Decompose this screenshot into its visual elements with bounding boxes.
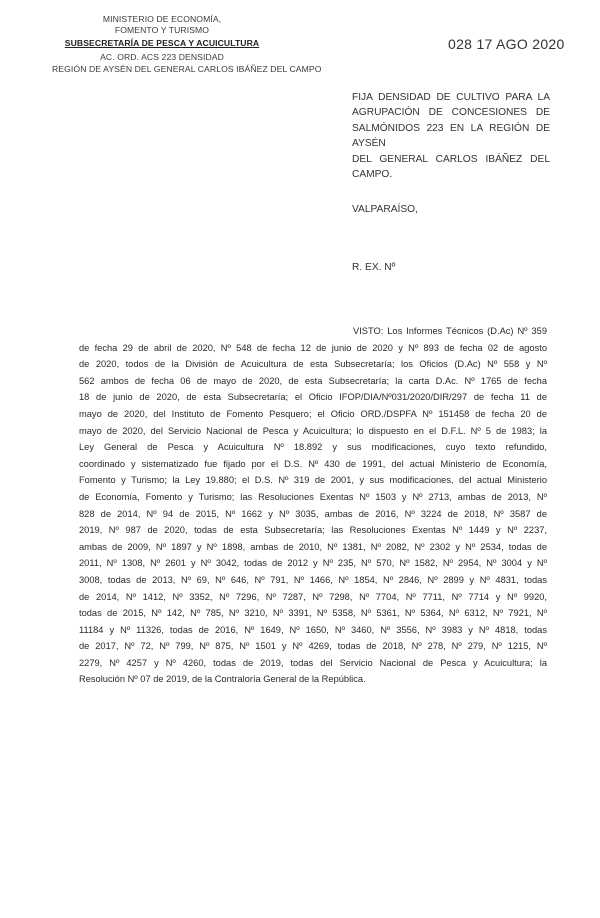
visto-line: de Economía, Fomento y Turismo; las Resoluciones Exentas Nº 1503 y Nº 2713, ambas de 2013, Nº [79, 491, 547, 502]
visto-line: Ley General de Pesca y Acuicultura Nº 18.892 y sus modificaciones, cuyo texto refundido, [79, 442, 547, 453]
header-subsecretaria: SUBSECRETARÍA DE PESCA Y ACUICULTURA [64, 38, 260, 48]
place-label: VALPARAÍSO, [352, 204, 418, 215]
visto-line: de fecha 29 de abril de 2020, Nº 548 de fecha 12 de junio de 2020 y Nº 893 de fecha 02 de agosto [79, 342, 547, 353]
visto-line: todas de 2015, Nº 142, Nº 785, Nº 3210, Nº 3391, Nº 5358, Nº 5361, Nº 5364, Nº 6312, Nº 7921, Nº [79, 608, 547, 619]
visto-line: 2019, Nº 987 de 2020, todas de esta Subsecretaría; las Resoluciones Exentas Nº 1449 y Nº 2237, [79, 525, 547, 536]
visto-line: 3008, todas de 2013, Nº 69, Nº 646, Nº 791, Nº 1466, Nº 1854, Nº 2846, Nº 2899 y Nº 4831, todas [79, 574, 547, 585]
header-region: REGIÓN DE AYSÉN DEL GENERAL CARLOS IBÁÑEZ DEL CAMPO [52, 64, 322, 74]
header-ministry: MINISTERIO DE ECONOMÍA, [102, 14, 222, 24]
subject-line: AGRUPACIÓN DE CONCESIONES DE [352, 107, 550, 119]
visto-paragraph [79, 323, 547, 688]
subject-line: SALMÓNIDOS 223 EN LA REGIÓN DE AYSÉN [352, 122, 550, 150]
visto-line: ambas de 2009, Nº 1897 y Nº 1898, ambas de 2010, Nº 1381, Nº 2082, Nº 2302 y Nº 2534, todas de [79, 541, 547, 552]
visto-line: coordinado y sistematizado fue fijado por el D.S. Nº 430 de 1991, del actual Ministerio de Economía, [79, 458, 547, 469]
visto-line: 11184 y Nº 11326, todas de 2016, Nº 1649, Nº 1650, Nº 3460, Nº 3556, Nº 3983 y Nº 4818, todas [79, 624, 547, 635]
visto-line: Fomento y Turismo; la Ley 19.880; el D.S. Nº 319 de 2001, y sus modificaciones, del actual Ministerio [79, 475, 547, 486]
visto-line: 828 de 2014, Nº 94 de 2015, Nº 1662 y Nº 3035, ambas de 2016, Nº 3224 de 2018, Nº 3587 de [79, 508, 547, 519]
resolution-subject [352, 90, 550, 182]
document-number-date: 028 17 AGO 2020 [448, 36, 565, 52]
visto-line: 18 de junio de 2020, de esta Subsecretaría; el Oficio IFOP/DIA/Nº031/2020/DIR/297 de fecha 11 de [79, 392, 547, 403]
visto-line: de 2017, Nº 72, Nº 799, Nº 875, Nº 1501 y Nº 4269, todas de 2018, Nº 278, Nº 279, Nº 1215, Nº [79, 641, 547, 652]
visto-line: de 2014, Nº 1412, Nº 3352, Nº 7296, Nº 7287, Nº 7298, Nº 7704, Nº 7711, Nº 7714 y Nº 9920, [79, 591, 547, 602]
header-reference: AC. ORD. ACS 223 DENSIDAD [100, 52, 224, 62]
visto-line: VISTO: Los Informes Técnicos (D.Ac) Nº 359 [353, 326, 547, 336]
header-ministry-2: FOMENTO Y TURISMO [114, 25, 210, 35]
visto-line: mayo de 2020, del Servicio Nacional de Pesca y Acuicultura; lo dispuesto en el D.F.L. Nº 5 de 1983; la [79, 425, 547, 436]
subject-line: FIJA DENSIDAD DE CULTIVO PARA LA [352, 92, 550, 103]
visto-line: 2279, Nº 4257 y Nº 4260, todas de 2019, todas del Servicio Nacional de Pesca y Acuicultura; la [79, 657, 547, 668]
visto-line: Resolución Nº 07 de 2019, de la Contraloría General de la República. [79, 674, 366, 685]
resolution-number-label: R. EX. Nº [352, 262, 396, 273]
visto-line: 2011, Nº 1308, Nº 2601 y Nº 3042, todas de 2012 y Nº 235, Nº 570, Nº 1582, Nº 2954, Nº 3004 y Nº [79, 558, 547, 569]
visto-line: 562 ambos de fecha 06 de mayo de 2020, de esta Subsecretaría; la carta D.Ac. Nº 1765 de fecha [79, 375, 547, 386]
subject-line: DEL GENERAL CARLOS IBÁÑEZ DEL CAMPO. [352, 153, 550, 181]
visto-line: de 2020, todos de la División de Acuicultura de esta Subsecretaría; los Oficios (D.Ac) Nº 558 y Nº [79, 359, 547, 370]
visto-line: mayo de 2020, del Instituto de Fomento Pesquero; el Oficio ORD./DSPFA Nº 151458 de fecha 20 de [79, 408, 547, 419]
